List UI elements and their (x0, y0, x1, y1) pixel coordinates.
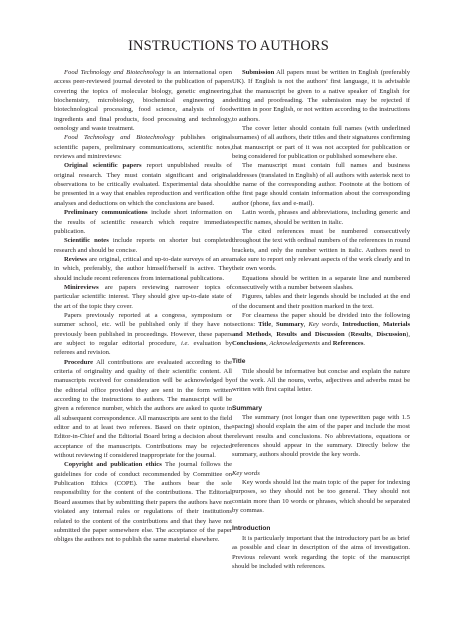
paragraph-text: are papers reviewing narrower topics of particular scientific interest. They should give up-to-date state of the art of the topic they cover. (54, 283, 232, 310)
paragraph-text: All contributions are evaluated according to the criteria of originality and quality of their scientific content. All manuscripts received for consideration will be acknowledged by the editorial office provided they are sent in the form written according to the instructions to authors. The manuscript will be given a reference number, which the authors are asked to quote in all subsequent correspondence. All manuscripts are sent to the field editor and to at least two referees. Based on their opinion, the Editor-in-Chief and the Editorial Board bring a decision about the acceptance of the manuscripts. Contributions may be rejected without reviewing if considered inappropriate for the journal. (54, 358, 232, 460)
paragraph-text: are original, critical and up-to-date surveys of an area in which, preferably, the author himself/herself is active. They should include recent references from international publications. (54, 255, 232, 282)
section-name: Acknowledgements (269, 339, 320, 347)
minireviews-paragraph (54, 283, 232, 311)
paragraph-text: For clearness the paper should be divided into the following sections: (232, 311, 410, 329)
paragraph-lead: Minireviews (64, 283, 99, 291)
summary-heading: Summary (232, 404, 263, 412)
paragraph-text: Papers previously reported at a congress, symposium or summer school, etc. will be published only if they have not previously been published in proceedings. However, these papers are subject to regular editorial procedure, (54, 311, 232, 347)
section-name: Conclusions (232, 339, 267, 347)
section-name: Results and Discussion (276, 330, 345, 338)
latin-paragraph: Latin words, phrases and abbreviations, including generic and specific names, should be written in italic. (232, 209, 410, 226)
reviews-paragraph (54, 255, 232, 283)
paragraph-lead: Copyright and publication ethics (64, 461, 162, 469)
summary-paragraph: The summary (not longer than one typewritten page with 1.5 spacing) should explain the aim of the paper and include the most relevant results and conclusions. No abbreviations, equations or references should appear in the summary. Directly below the summary, authors should provide the key words. (232, 414, 410, 459)
preliminary-paragraph (54, 208, 232, 236)
notes-paragraph (54, 236, 232, 255)
introduction-paragraph: It is particularly important that the introductory part be as brief as possible and clear in description of the aims of investigation. Previous relevant work regarding the topic of the manuscript should be included with references. (232, 534, 410, 570)
equations-paragraph: Equations should be written in a separate line and numbered consecutively with a number between slashes. (232, 274, 410, 291)
page-title: INSTRUCTIONS TO AUTHORS (128, 38, 329, 54)
title-paragraph: Title should be informative but concise and explain the nature of the work. All the nouns, verbs, adjectives and adverbs must be written with first capital letter. (232, 367, 410, 394)
submission-paragraph (232, 68, 410, 124)
section-name: Discussion (376, 330, 407, 338)
congress-paragraph (54, 311, 232, 358)
paragraph-text: include reports on shorter but completed research and should be concise. (54, 237, 232, 254)
cover-letter-paragraph: The cover letter should contain full names (with underlined surnames) of all authors, their titles and their signatures confirming that manuscript or part of it was not accepted for publication or being considered for publication or published somewhere else. (232, 125, 410, 161)
copyright-paragraph (54, 460, 232, 544)
paragraph-text: All papers must be written in English (preferably UK). If English is not the authors' first language, it is advisable that the manuscript be given to a native speaker of English for editing and proofreading. The submission may be rejected if written in poor English, or not written according to the instructions to authors. (232, 69, 410, 123)
section-name: Results (350, 330, 372, 338)
sections-paragraph: For clearness the paper should be divided into the following sections: Title, Summary, Key words, Introduction, Materials and Methods, Results and Discussion (Results, Discussion), Conclusions, Acknowledgements and References. (232, 311, 411, 347)
right-column (232, 68, 410, 571)
section-name: Materials and Methods (232, 321, 411, 338)
section-name: Introduction (342, 321, 379, 329)
paragraph-text: The journal follows the guidelines for code of conduct recommended by Committee on Publication Ethics (COPE). The authors bear the sole responsibility for the content of the contributions. The Editorial Board assumes that by submitting their papers the authors have not violated any internal rules or regulations of their institutions related to the content of the contributions and that they have not submitted the paper somewhere else. The acceptance of the paper obliges the authors not to publish the same material elsewhere. (54, 461, 232, 544)
paragraph-lead: Scientific notes (64, 237, 109, 245)
journal-name: Food Technology and Biotechnology (64, 69, 165, 76)
paragraph-text: publishes original scientific papers, preliminary communications, scientific notes, reviews and minireviews: (54, 134, 233, 161)
journal-name: Food Technology and Biotechnology (64, 134, 175, 142)
paragraph-lead: Preliminary communications (64, 209, 148, 217)
paragraph-text: is an international open access peer-reviewed journal devoted to the publication of papers covering the topics of molecular biology, genetic engineering, biochemistry, microbiology, biochemical engineering and biotechnological processing, food science, analysis of food ingredients and final products, food processing and technology, oenology and waste treatment. (54, 69, 233, 133)
paragraph-lead: Reviews (64, 255, 88, 263)
figures-paragraph: Figures, tables and their legends should be included at the end of the document and their position marked in the text. (232, 293, 410, 310)
conjunction: and (321, 339, 332, 347)
procedure-paragraph (54, 358, 232, 461)
section-name: Title (258, 321, 272, 329)
keywords-heading: Key words (232, 469, 260, 477)
publications-paragraph (54, 133, 232, 161)
keywords-paragraph: Key words should list the main topic of the paper for indexing purposes, so they should not be too general. They should not contain more than 10 words or phrases, which should be separated by commas. (232, 479, 410, 515)
section-name: Summary (275, 321, 304, 329)
paragraph-lead: Procedure (64, 358, 94, 366)
original-papers-paragraph (54, 161, 232, 208)
paragraph-lead: Submission (242, 69, 275, 76)
paragraph-text: report unpublished results of original research. They must contain significant and original observations to be critically evaluated. Experimental data should be presented in a way that enables reproduction and verification of analyses and deductions on which the conclusions are based. (54, 162, 233, 207)
left-column (54, 68, 232, 545)
paragraph-lead: Original scientific papers (64, 162, 142, 170)
italic-abbrev: i.e. (181, 339, 190, 347)
intro-paragraph (54, 68, 232, 133)
references-paragraph: The cited references must be numbered consecutively throughout the text with ordinal numbers of the references in round brackets, and only the number written in italic. Authors need to make sure to report only relevant aspects of the work clearly and in their own words. (232, 227, 410, 273)
section-name: Key words (308, 321, 338, 329)
title-heading: Title (232, 358, 246, 366)
paragraph-text: include short information on the results of scientific research which require immediate publication. (54, 209, 232, 235)
section-name: References (332, 339, 364, 347)
introduction-heading: Introduction (232, 525, 271, 533)
paragraph-text: evaluation by referees and revision. (54, 339, 232, 357)
manuscript-paragraph: The manuscript must contain full names and business addresses (translated in English) of all authors with asterisk next to the name of the corresponding author. Footnote at the bottom of the first page should contain information about the corresponding author (phone, fax and e-mail). (232, 162, 410, 207)
